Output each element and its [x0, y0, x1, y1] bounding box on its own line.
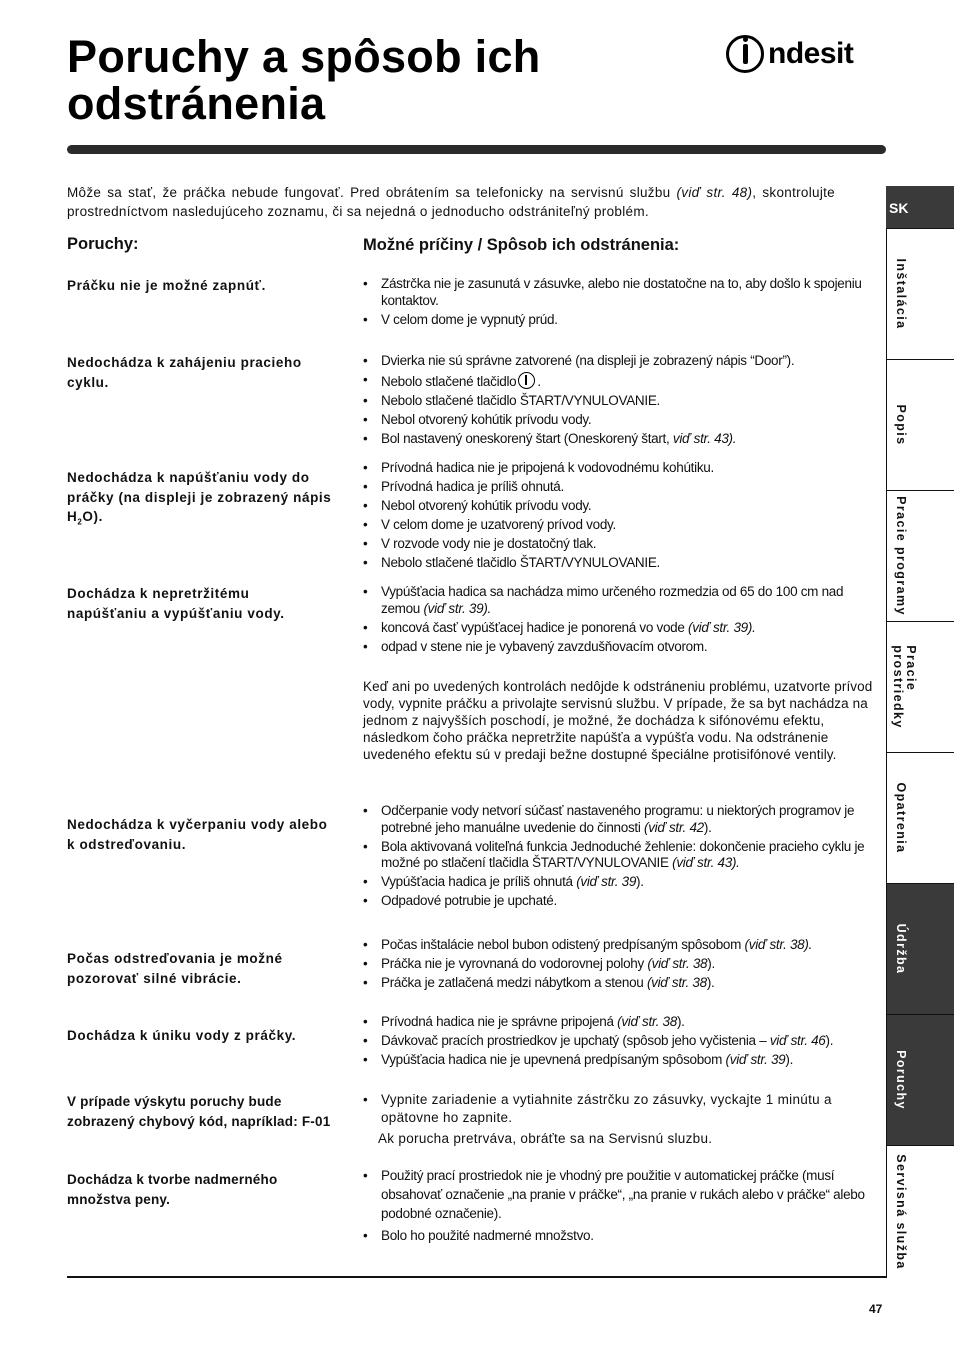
tab-poruchy[interactable]: Poruchy	[886, 1014, 954, 1145]
fault-problem: Nedochádza k napúšťaniu vody do práčky (na displeji je zobrazený nápis $H_2O$).	[67, 470, 332, 527]
cause-item: • koncová časť vypúšťacej hadice je ponorená vo vode (viď str. 39).	[363, 620, 878, 637]
indesit-logo-mark-icon	[726, 35, 764, 73]
cause-item: • V rozvode vody nie je dostatočný tlak.	[363, 536, 878, 553]
cause-item: • Počas inštalácie nebol bubon odistený predpísaným spôsobom (viď str. 38).	[363, 937, 878, 954]
page-title: Poruchy a spôsob ich odstránenia	[67, 31, 541, 129]
cause-item: • Práčka nie je vyrovnaná do vodorovnej polohy (viď str. 38).	[363, 956, 878, 973]
cause-item: • Nebolo stlačené tlačidlo .	[363, 372, 878, 391]
cause-item: • Nebol otvorený kohútik prívodu vody.	[363, 412, 878, 429]
fault-problem: Dochádza k tvorbe nadmerného množstva peny.	[67, 1172, 278, 1207]
cause-item: • Použitý prací prostriedok nie je vhodný pre použitie v automatickej práčke (musí obsahovať označenie „na pranie v práčke“, „na pranie v rukách alebo v práčke“ alebo podobné označenie).	[363, 1166, 878, 1223]
cause-item: • Prívodná hadica nie je pripojená k vodovodnému kohútiku.	[363, 460, 878, 477]
tab-pracie-prostriedky[interactable]: Pracie prostriedky	[886, 621, 954, 752]
cause-item-continued: Ak porucha pretrváva, obráťte sa na Servisnú sluzbu.	[378, 1130, 713, 1146]
cause-item: • Prívodná hadica nie je správne pripojená (viď str. 38).	[363, 1014, 878, 1031]
indesit-logo	[726, 32, 853, 76]
fault-problem: Dochádza k nepretržitému napúšťaniu a vypúšťaniu vody.	[67, 586, 285, 621]
cause-item: • V celom dome je vypnutý prúd.	[363, 312, 878, 329]
cause-item: • Prívodná hadica je príliš ohnutá.	[363, 479, 878, 496]
cause-item: • Odčerpanie vody netvorí súčasť nastaveného programu: u niektorých programov je potrebné jeho manuálne uvedenie do činnosti (viď str. 42).	[363, 803, 878, 836]
tab-servisna-sluzba[interactable]: Servisná služba	[886, 1145, 954, 1277]
fault-causes	[363, 803, 878, 912]
cause-item: • Nebol otvorený kohútik prívodu vody.	[363, 498, 878, 515]
logo-text: ndesit	[768, 37, 854, 70]
language-tab: SK	[886, 186, 954, 228]
cause-item: • Vypúšťacia hadica nie je upevnená predpísaným spôsobom (viď str. 39).	[363, 1052, 878, 1069]
power-button-icon	[518, 372, 535, 389]
cause-item: • Práčka je zatlačená medzi nábytkom a stenou (viď str. 38).	[363, 975, 878, 992]
cause-item: • Nebolo stlačené tlačidlo ŠTART/VYNULOVANIE.	[363, 555, 878, 572]
tab-instalacia[interactable]: Inštalácia	[886, 228, 954, 359]
cause-item: • odpad v stene nie je vybavený zavzdušňovacím otvorom.	[363, 639, 878, 656]
intro-paragraph: Môže sa stať, že práčka nebude fungovať. Pred obrátením sa telefonicky na servisnú službu (viď str. 48), skontrolujte prostredníctvom nasledujúceho zoznamu, či sa nejedná o jednoducho odstrániteľný problém.	[67, 185, 835, 219]
fault-causes	[363, 1166, 878, 1247]
cause-item: • Zástrčka nie je zasunutá v zásuvke, alebo nie dostatočne na to, aby došlo k spojeniu kontaktov.	[363, 276, 878, 309]
cause-item: • Vypúšťacia hadica sa nachádza mimo určeného rozmedzia od 65 do 100 cm nad zemou (viď str. 39).	[363, 584, 878, 617]
fault-causes	[363, 353, 878, 450]
fault-problem: Nedochádza k vyčerpaniu vody alebo k odstreďovaniu.	[67, 817, 328, 852]
tab-popis[interactable]: Popis	[886, 359, 954, 490]
cause-item: • V celom dome je uzatvorený prívod vody.	[363, 517, 878, 534]
bottom-divider	[67, 1276, 887, 1278]
fault-causes	[363, 584, 878, 658]
tab-opatrenia[interactable]: Opatrenia	[886, 752, 954, 883]
cause-item: • Vypúšťacia hadica je príliš ohnutá (viď str. 39).	[363, 874, 878, 891]
page-number: 47	[869, 1302, 883, 1316]
fault-problem: Nedochádza k zahájeniu pracieho cyklu.	[67, 355, 302, 390]
cause-item: • Dvierka nie sú správne zatvorené (na displeji je zobrazený nápis “Door”).	[363, 353, 878, 370]
siphon-note: Keď ani po uvedených kontrolách nedôjde k odstráneniu problému, uzatvorte prívod vody, vypnite práčku a privolajte servisnú službu. V prípade, že sa byt nachádza na jednom z najvyšších poschodí, je možné, že dochádza k sifónovému efektu, následkom čoho práčka nepretržite napúšťa a vypúšťa vodu. Na odstránenie uvedeného efektu sú v predaji bežne dostupné špeciálne protisifónové ventily.	[363, 679, 873, 762]
tab-udrzba[interactable]: Údržba	[886, 883, 954, 1014]
cause-item: • Odpadové potrubie je upchaté.	[363, 893, 878, 910]
tab-pracie-programy[interactable]: Pracie programy	[886, 490, 954, 621]
fault-problem: Práčku nie je možné zapnúť.	[67, 278, 266, 293]
cause-item: • Nebolo stlačené tlačidlo ŠTART/VYNULOVANIE.	[363, 393, 878, 410]
cause-item: • Bola aktivovaná voliteľná funkcia Jednoduché žehlenie: dokončenie pracieho cyklu je možné po stlačení tlačidla ŠTART/VYNULOVANIE (viď str. 43).	[363, 839, 878, 872]
cause-item: • Bolo ho použité nadmerné množstvo.	[363, 1226, 878, 1245]
fault-problem: Dochádza k úniku vody z práčky.	[67, 1028, 297, 1043]
faults-heading: Poruchy:	[67, 235, 139, 253]
fault-causes	[363, 937, 878, 994]
cause-item: • Vypnite zariadenie a vytiahnite zástrčku zo zásuvky, vyckajte 1 minútu a opätovne ho zapnite.	[363, 1091, 878, 1127]
fault-causes	[363, 1014, 878, 1071]
fault-causes	[363, 276, 878, 331]
fault-problem: Počas odstreďovania je možné pozorovať silné vibrácie.	[67, 951, 283, 986]
fault-problem: V prípade výskytu poruchy bude zobrazený chybový kód, napríklad: F-01	[67, 1094, 331, 1129]
fault-causes	[363, 460, 878, 574]
cause-item: • Dávkovač pracích prostriedkov je upchatý (spôsob jeho vyčistenia – viď str. 46).	[363, 1033, 878, 1050]
fault-causes	[363, 1091, 878, 1150]
causes-heading: Možné príčiny / Spôsob ich odstránenia:	[363, 236, 680, 254]
title-divider	[67, 145, 886, 154]
cause-item: • Bol nastavený oneskorený štart (Oneskorený štart, viď str. 43).	[363, 431, 878, 448]
